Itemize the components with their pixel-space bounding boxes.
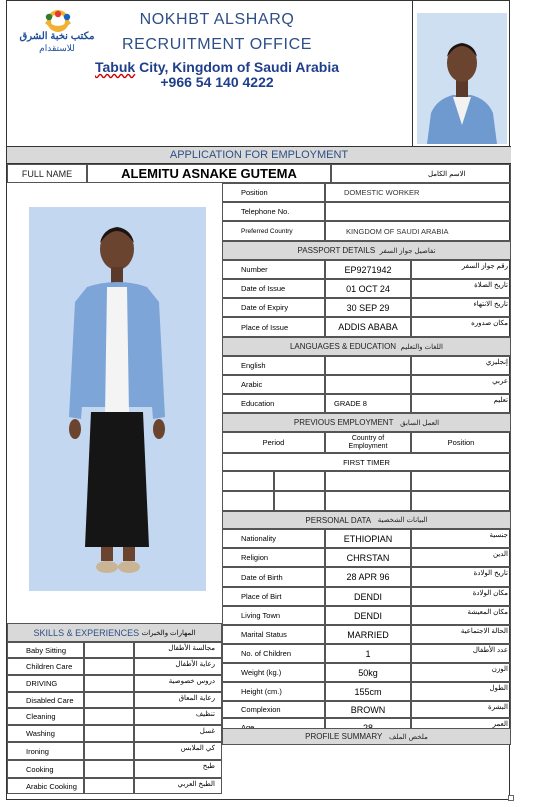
employment-row-1-period <box>222 471 274 491</box>
skill-value <box>84 778 134 794</box>
skills-title: SKILLS & EXPERIENCES <box>33 627 140 638</box>
arabic-value <box>325 375 411 394</box>
personal-ar: البشرة <box>411 701 511 718</box>
header-photo-cell <box>412 1 511 147</box>
skills-section-header <box>7 623 222 642</box>
personal-label: Weight (kg.) <box>222 663 325 682</box>
full-name-arabic: الاسم الكامل <box>331 164 511 183</box>
place-of-issue-ar: مكان صدوره <box>411 317 511 337</box>
skill-arabic: رعاية الأطفال <box>134 658 222 675</box>
preferred-country-value: KINGDOM OF SAUDI ARABIA <box>325 221 511 241</box>
employment-row-2-country <box>325 491 411 511</box>
skill-label: Washing <box>7 725 84 742</box>
personal-ar: الدين <box>411 548 511 567</box>
employment-row-1-country <box>325 471 411 491</box>
personal-ar: مكان الولادة <box>411 587 511 606</box>
skill-arabic: كي الملابس <box>134 742 222 760</box>
skill-label: Disabled Care <box>7 692 84 708</box>
employment-row-2-position <box>411 491 511 511</box>
arabic-ar: عربي <box>411 375 511 394</box>
skill-arabic: مجالسة الأطفال <box>134 642 222 658</box>
personal-value: DENDI <box>325 587 411 606</box>
skills-title-ar: المهارات والخبرات <box>141 629 196 637</box>
personal-title: PERSONAL DATA <box>305 515 372 525</box>
position-col-header: Position <box>411 432 511 453</box>
employment-row-1-gap <box>274 471 325 491</box>
form-header <box>7 1 511 147</box>
profile-summary-title-ar: ملخص الملف <box>389 733 428 741</box>
personal-label: Date of Birth <box>222 567 325 587</box>
skill-value <box>84 708 134 725</box>
full-name-value: ALEMITU ASNAKE GUTEMA <box>87 164 331 183</box>
languages-title-ar: اللغات والتعليم <box>400 343 444 351</box>
skill-arabic: الطبخ العربي <box>134 778 222 794</box>
skill-arabic: رعاية المعاق <box>134 692 222 708</box>
skill-label: Baby Sitting <box>7 642 84 658</box>
arabic-label: Arabic <box>222 375 325 394</box>
date-of-issue-label: Date of Issue <box>222 279 325 298</box>
skill-value <box>84 642 134 658</box>
skill-label: Ironing <box>7 742 84 760</box>
personal-data-header <box>222 511 511 529</box>
logo-arabic-line1: مكتب نخبة الشرق <box>19 31 95 42</box>
english-label: English <box>222 356 325 375</box>
skill-value <box>84 675 134 692</box>
personal-value: 155cm <box>325 682 411 701</box>
date-of-issue-ar: تاريخ الصلاة <box>411 279 511 298</box>
date-of-expiry-label: Date of Expiry <box>222 298 325 317</box>
personal-value: CHRSTAN <box>325 548 411 567</box>
first-timer-note: FIRST TIMER <box>222 453 511 471</box>
skill-value <box>84 760 134 778</box>
skill-arabic: تنظيف <box>134 708 222 725</box>
country-col-text: Country of Employment <box>348 434 388 450</box>
employment-row-2-gap <box>274 491 325 511</box>
date-of-issue-value: 01 OCT 24 <box>325 279 411 298</box>
city-word: Tabuk <box>95 59 136 75</box>
portrait-photo <box>417 13 507 144</box>
passport-title-ar: تفاصيل جواز السفر <box>379 247 436 255</box>
skill-value <box>84 692 134 708</box>
application-form <box>6 0 510 800</box>
personal-label: Place of Birt <box>222 587 325 606</box>
period-col-header: Period <box>222 432 325 453</box>
passport-number-label: Number <box>222 260 325 279</box>
application-title: APPLICATION FOR EMPLOYMENT <box>7 147 511 164</box>
skill-label: DRIVING <box>7 675 84 692</box>
personal-value: 28 APR 96 <box>325 567 411 587</box>
full-body-photo <box>29 207 206 591</box>
date-of-expiry-value: 30 SEP 29 <box>325 298 411 317</box>
personal-value: DENDI <box>325 606 411 625</box>
position-value: DOMESTIC WORKER <box>325 183 511 202</box>
place-of-issue-value: ADDIS ABABA <box>325 317 411 337</box>
employment-row-2-period <box>222 491 274 511</box>
telephone-value <box>325 202 511 221</box>
place-of-issue-label: Place of Issue <box>222 317 325 337</box>
country-col-header <box>325 432 411 453</box>
full-body-figure <box>29 207 206 591</box>
personal-label: Height (cm.) <box>222 682 325 701</box>
personal-ar: العمر <box>411 718 511 737</box>
skill-label: Arabic Cooking <box>7 778 84 794</box>
skill-label: Cooking <box>7 760 84 778</box>
personal-ar: تاريخ الولادة <box>411 567 511 587</box>
date-of-expiry-ar: تاريخ الانتهاء <box>411 298 511 317</box>
employment-row-1-position <box>411 471 511 491</box>
logo-arabic-line2: للاستقدام <box>39 43 75 53</box>
personal-label: Nationality <box>222 529 325 548</box>
passport-section-header <box>222 241 511 260</box>
personal-title-ar: البيانات الشخصية <box>377 517 428 524</box>
education-value: GRADE 8 <box>325 394 411 413</box>
skill-value <box>84 725 134 742</box>
previous-employment-header <box>222 413 511 432</box>
english-value <box>325 356 411 375</box>
personal-label: Marital Status <box>222 625 325 644</box>
skill-arabic: دروس خصوصية <box>134 675 222 692</box>
telephone-label: Telephone No. <box>222 202 325 221</box>
personal-value: ETHIOPIAN <box>325 529 411 548</box>
personal-ar: الوزن <box>411 663 511 682</box>
previous-title-ar: العمل السابق <box>400 419 440 427</box>
personal-ar: مكان المعيشة <box>411 606 511 625</box>
education-ar: تعليم <box>411 394 511 413</box>
skill-label: Children Care <box>7 658 84 675</box>
personal-ar: عدد الأطفال <box>411 644 511 663</box>
skill-value <box>84 742 134 760</box>
skill-arabic: طبخ <box>134 760 222 778</box>
personal-value: 50kg <box>325 663 411 682</box>
profile-summary-header <box>222 728 511 745</box>
personal-label: Religion <box>222 548 325 567</box>
passport-title: PASSPORT DETAILS <box>297 246 376 255</box>
profile-summary-title: PROFILE SUMMARY <box>305 732 383 741</box>
skill-label: Cleaning <box>7 708 84 725</box>
position-label: Position <box>222 183 325 202</box>
languages-section-header <box>222 337 511 356</box>
previous-title: PREVIOUS EMPLOYMENT <box>293 418 394 427</box>
company-phone: +966 54 140 4222 <box>160 74 274 90</box>
personal-label: Living Town <box>222 606 325 625</box>
skill-value <box>84 658 134 675</box>
company-subtitle: RECRUITMENT OFFICE <box>121 36 313 53</box>
company-name: NOKHBT ALSHARQ <box>139 11 295 28</box>
personal-label: Complexion <box>222 701 325 718</box>
personal-ar: جنسية <box>411 529 511 548</box>
personal-value: MARRIED <box>325 625 411 644</box>
passport-number-ar: رقم جواز السفر <box>411 260 511 279</box>
english-ar: إنجليزي <box>411 356 511 375</box>
personal-value: 1 <box>325 644 411 663</box>
languages-title: LANGUAGES & EDUCATION <box>289 342 397 351</box>
page-end-marker <box>508 795 514 801</box>
passport-number-value: EP9271942 <box>325 260 411 279</box>
skill-arabic: غسل <box>134 725 222 742</box>
preferred-country-label: Preferred Country <box>222 221 325 241</box>
personal-value: BROWN <box>325 701 411 718</box>
education-label: Education <box>222 394 325 413</box>
personal-label: No. of Children <box>222 644 325 663</box>
full-name-label: FULL NAME <box>7 164 87 183</box>
company-city <box>92 59 342 75</box>
personal-ar: الطول <box>411 682 511 701</box>
personal-ar: الحالة الاجتماعية <box>411 625 511 644</box>
city-rest: City, Kingdom of Saudi Arabia <box>135 59 339 75</box>
